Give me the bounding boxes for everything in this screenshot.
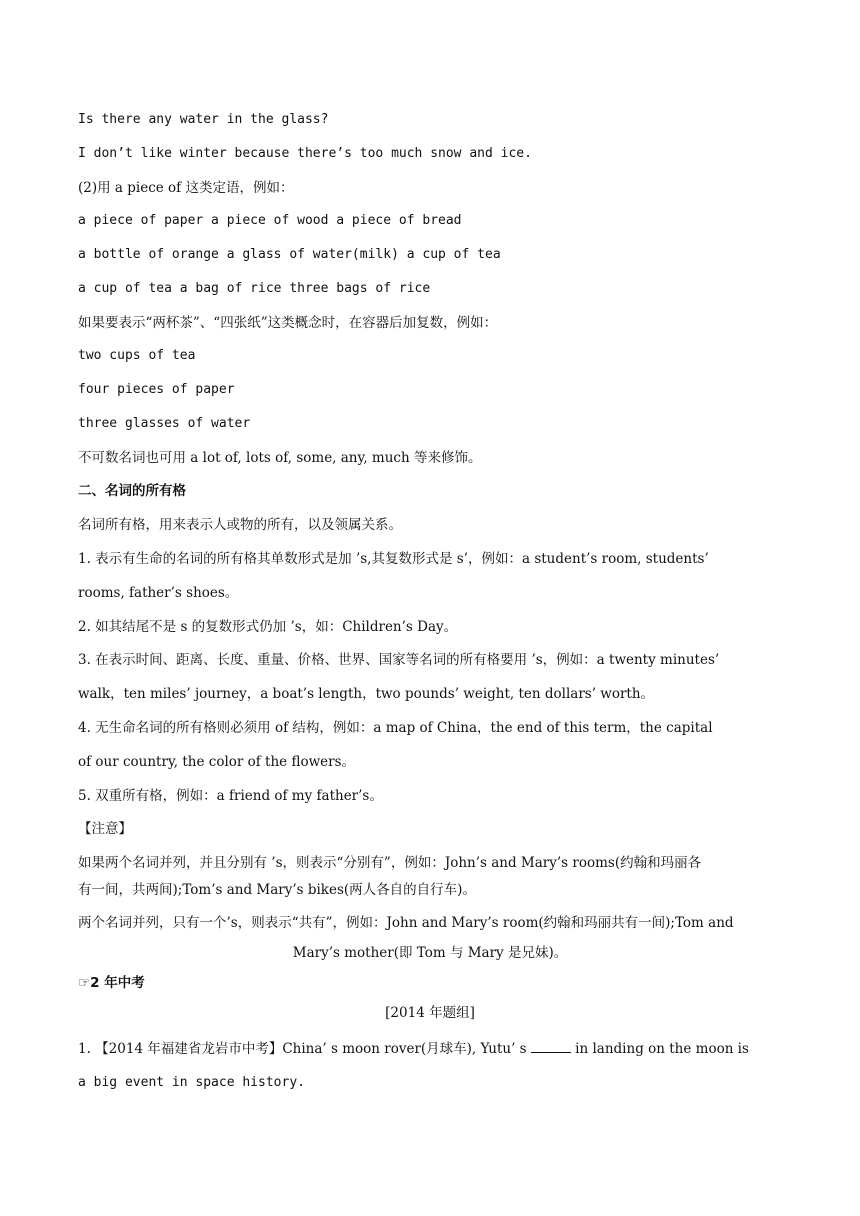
note-line: 如果两个名词并列，并且分别有 ’s，则表示“分别有”，例如：John’s and Mary’s rooms(约翰和玛丽各 — [78, 855, 702, 871]
text-line: three glasses of water — [78, 416, 251, 431]
text-line: I don’t like winter because there’s too much snow and ice. — [78, 146, 532, 161]
text-line: two cups of tea — [78, 348, 196, 363]
question-suffix: in landing on the moon is — [575, 1041, 749, 1057]
group-title: [2014 年题组] — [385, 1005, 475, 1021]
text-line: a piece of paper a piece of wood a piece of bread — [78, 213, 462, 228]
text-line: 不可数名词也可用 a lot of, lots of, some, any, much 等来修饰。 — [78, 450, 482, 466]
question-line-2: a big event in space history. — [78, 1075, 305, 1090]
rule-line: 1. 表示有生命的名词的所有格其单数形式是加 ’s,其复数形式是 s’，例如：a student’s room, students’ — [78, 551, 709, 567]
answer-blank[interactable] — [531, 1040, 571, 1053]
exam-header: ☞2 年中考 — [78, 975, 145, 991]
text-line: a bottle of orange a glass of water(milk) a cup of tea — [78, 247, 501, 262]
question-prefix: 1. 【2014 年福建省龙岩市中考】China’ s moon rover(月球车), Yutu’ s — [78, 1041, 527, 1057]
rule-line: 4. 无生命名词的所有格则必须用 of 结构，例如：a map of China，the end of this term，the capital — [78, 720, 713, 736]
note-line-centered: Mary’s mother(即 Tom 与 Mary 是兄妹)。 — [292, 945, 568, 961]
rule-line: 5. 双重所有格，例如：a friend of my father’s。 — [78, 788, 383, 804]
rule-line: 3. 在表示时间、距离、长度、重量、价格、世界、国家等名词的所有格要用 ’s，例如：a twenty minutes’ — [78, 652, 720, 668]
section-intro: 名词所有格，用来表示人或物的所有，以及领属关系。 — [78, 517, 402, 533]
text-line: four pieces of paper — [78, 382, 235, 397]
section-title: 二、名词的所有格 — [78, 483, 186, 499]
rule-line: 2. 如其结尾不是 s 的复数形式仍加 ’s，如：Children’s Day。 — [78, 619, 458, 635]
text-line: (2)用 a piece of 这类定语，例如： — [78, 180, 294, 196]
note-line: 两个名词并列，只有一个’s，则表示“共有”，例如：John and Mary’s room(约翰和玛丽共有一间);Tom and — [78, 915, 734, 931]
note-line: 有一间，共两间);Tom’s and Mary’s bikes(两人各自的自行车)。 — [78, 882, 476, 898]
text-line: 如果要表示“两杯茶”、“四张纸”这类概念时，在容器后加复数，例如： — [78, 315, 498, 331]
rule-line: rooms, father’s shoes。 — [78, 585, 239, 601]
question-line — [78, 1040, 784, 1058]
rule-line: of our country, the color of the flowers。 — [78, 754, 356, 770]
rule-line: walk，ten miles’ journey，a boat’s length，two pounds’ weight, ten dollars’ worth。 — [78, 686, 655, 702]
note-title: 【注意】 — [78, 821, 132, 837]
text-line: Is there any water in the glass? — [78, 112, 329, 127]
text-line: a cup of tea a bag of rice three bags of rice — [78, 281, 431, 296]
